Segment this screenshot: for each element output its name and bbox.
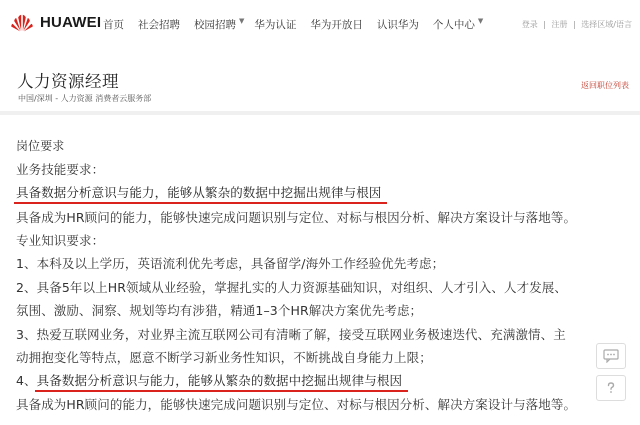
login-link[interactable]: 登录	[521, 20, 538, 29]
nav-item-about-huawei[interactable]: 认识华为	[376, 19, 419, 31]
nav-item-home[interactable]: 首页	[103, 19, 124, 31]
register-link[interactable]: 注册	[551, 20, 568, 29]
list-number: 4、	[16, 373, 37, 388]
highlighted-text: 具备数据分析意识与能力，能够从繁杂的数据中挖掘出规律与根因	[36, 373, 403, 388]
question-mark-icon	[604, 381, 618, 395]
nav-item-huawei-certification[interactable]: 华为认证	[254, 19, 297, 31]
knowledge-heading: 专业知识要求：	[16, 233, 105, 248]
skill-item-1	[16, 183, 381, 201]
help-button[interactable]	[596, 375, 626, 401]
nav-item-open-day[interactable]: 华为开放日	[310, 19, 363, 31]
requirements-heading: 岗位要求	[16, 139, 65, 153]
main-nav	[103, 17, 493, 32]
knowledge-item-4	[16, 371, 402, 389]
highlighted-text: 具备数据分析意识与能力，能够从繁杂的数据中挖掘出规律与根因	[16, 185, 382, 200]
divider: |	[543, 20, 546, 29]
nav-item-social-recruitment[interactable]: 社会招聘	[138, 19, 180, 31]
skill-item-2: 具备成为HR顾问的能力，能够快速完成问题识别与定位、对标与根因分析、解决方案设计与落地等。	[16, 210, 577, 225]
region-language-link[interactable]: 选择区域/语言	[581, 20, 632, 29]
knowledge-item-5: 具备成为HR顾问的能力，能够快速完成问题识别与定位、对标与根因分析、解决方案设计与落地等。	[16, 397, 577, 412]
brand-wordmark: HUAWEI	[40, 13, 102, 31]
breadcrumb: 中国/深圳 - 人力资源 消费者云服务部	[18, 94, 152, 103]
feedback-button[interactable]	[596, 343, 626, 369]
page-title: 人力资源经理	[17, 72, 119, 91]
knowledge-item-3-line-1: 3、热爱互联网业务，对业界主流互联网公司有清晰了解，接受互联网业务极速迭代、充满激情、主	[16, 327, 566, 342]
divider: |	[573, 20, 576, 29]
account-links	[522, 19, 632, 30]
job-requirements	[0, 115, 640, 425]
job-title-panel	[0, 42, 640, 106]
huawei-logo[interactable]	[10, 12, 101, 32]
chat-bubble-icon	[603, 349, 619, 363]
huawei-flower-icon	[10, 12, 34, 32]
chevron-down-icon[interactable]: ▼	[477, 17, 484, 25]
knowledge-item-2-line-1: 2、具备5年以上HR领域从业经验，掌握扎实的人力资源基础知识，对组织、人才引入、人才发展、	[16, 280, 567, 295]
top-navigation-bar	[0, 0, 640, 43]
nav-item-campus-recruitment[interactable]: 校园招聘	[194, 19, 236, 31]
knowledge-item-3-line-2: 动拥抱变化等特点，愿意不断学习新业务性知识，不断挑战自身能力上限；	[16, 350, 432, 365]
knowledge-item-2-line-2: 氛围、激励、洞察、规划等均有涉猎，精通1–3个HR解决方案优先考虑；	[16, 303, 423, 318]
skills-heading: 业务技能要求：	[16, 162, 105, 177]
chevron-down-icon[interactable]: ▼	[239, 17, 245, 25]
nav-item-personal-center[interactable]: 个人中心	[432, 19, 475, 31]
knowledge-item-1: 1、本科及以上学历，英语流利优先考虑，具备留学/海外工作经验优先考虑；	[16, 256, 445, 271]
back-to-job-list-link[interactable]: 返回职位列表	[581, 81, 629, 90]
